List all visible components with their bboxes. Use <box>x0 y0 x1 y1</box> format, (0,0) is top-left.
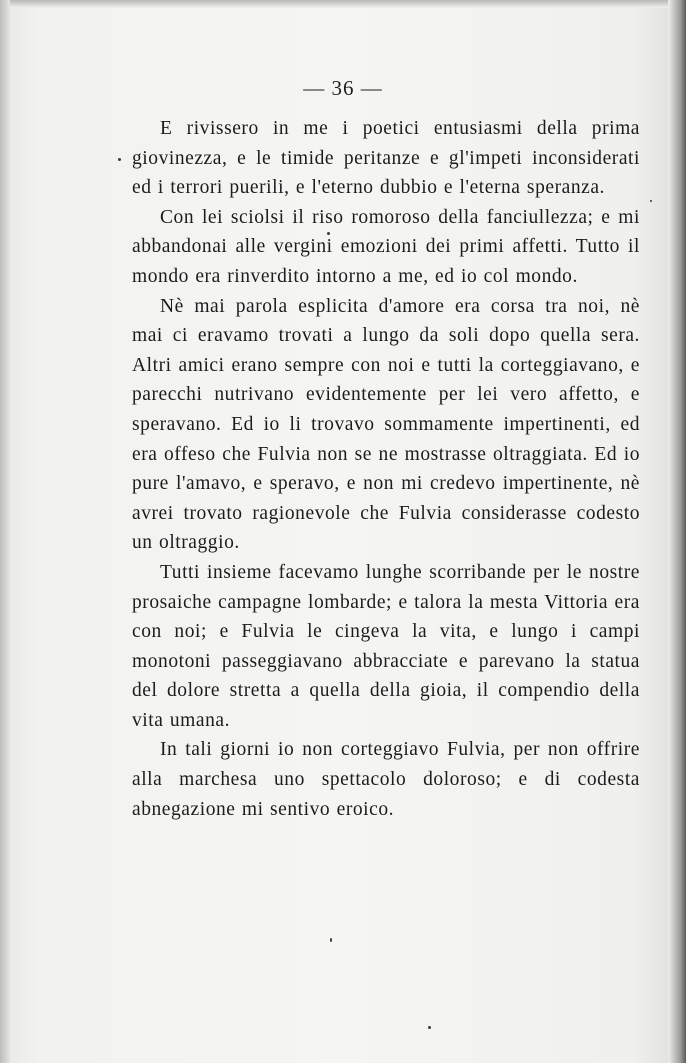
page-number: — 36 — <box>303 76 383 100</box>
paragraph-5: In tali giorni io non corteggiavo Fulvia, per non offrire alla marchesa uno spettacolo doloroso; e di codesta abnegazione mi sentivo eroico. <box>132 739 640 820</box>
paragraph-4: Tutti insieme facevamo lunghe scorribande per le nostre prosaiche campagne lombarde; e talora la mesta Vittoria era con noi; e Fulvia le cingeva la vita, e lungo i campi monotoni passeggiavano abbracciate e parevano la statua del dolore stretta a quella della gioia, il compendio della vita umana. <box>132 561 640 731</box>
page-left-edge <box>0 0 10 1063</box>
page-binding-edge <box>668 0 686 1063</box>
page-top-shadow <box>0 0 686 8</box>
ink-speck <box>330 938 332 942</box>
ink-speck <box>428 1026 431 1029</box>
ink-speck <box>650 200 652 202</box>
ink-speck <box>327 232 330 235</box>
paragraph-1: E rivissero in me i poetici entusiasmi della prima giovinezza, e le timide peritanze e gl'impeti inconsiderati ed i terrori puerili, e l'eterno dubbio e l'eterna speranza. <box>132 118 640 199</box>
paragraph-3: Nè mai parola esplicita d'amore era corsa tra noi, nè mai ci eravamo trovati a lungo da soli dopo quella sera. Altri amici erano sempre con noi e tutti la corteggiavano, e parecchi nutrivano evidentemente per lei vero affetto, e speravano. Ed io li trovavo sommamente impertinenti, ed era offeso che Fulvia non se ne mostrasse oltraggiata. Ed io pure l'amavo, e speravo, e non mi credevo impertinente, nè avrei trovato ragionevole che Fulvia considerasse codesto un oltraggio. <box>132 295 640 554</box>
body-text <box>132 114 640 824</box>
paragraph-2: Con lei sciolsi il riso romoroso della fanciullezza; e mi abbandonai alle vergini emozioni dei primi affetti. Tutto il mondo era rinverdito intorno a me, ed io col mondo. <box>132 206 640 287</box>
ink-speck <box>118 158 121 161</box>
